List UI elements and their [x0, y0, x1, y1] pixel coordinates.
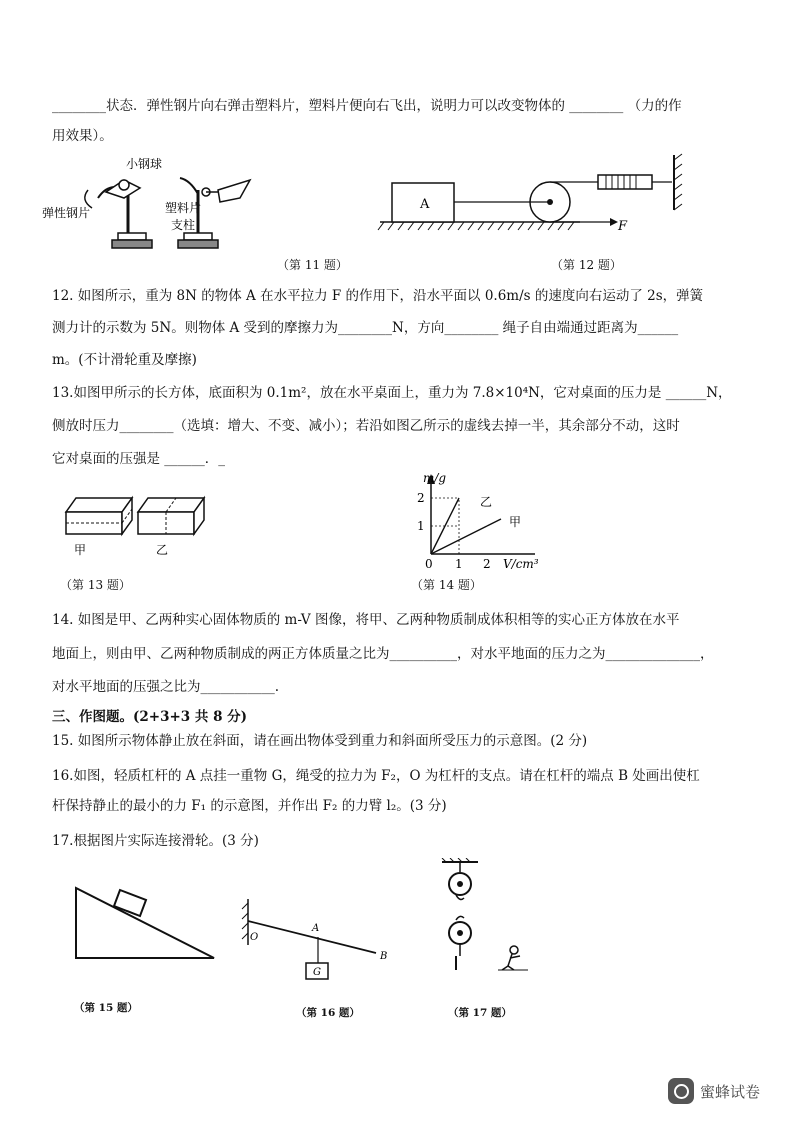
fig11-caption: （第 11 题）: [277, 258, 348, 272]
q13-line-2: 侧放时压力________（选填：增大、不变、减小）；若沿如图乙所示的虚线去掉一半，其余部分不动，这时: [52, 418, 680, 434]
q13-line-3: 它对桌面的压强是 ______．_: [52, 451, 226, 467]
series-label-yi: 乙: [480, 495, 493, 509]
fig12-caption: （第 12 题）: [551, 258, 622, 272]
y-tick-label: 2: [417, 491, 425, 505]
watermark-text: 蜜蜂试卷: [700, 1082, 761, 1101]
fig14-caption: （第 14 题）: [411, 578, 482, 592]
fig16-label-a: A: [312, 923, 320, 934]
q12-line-1: 12. 如图所示，重为 8N 的物体 A 在水平拉力 F 的作用下，沿水平面以 0.6m/s 的速度向右运动了 2s，弹簧: [52, 288, 704, 304]
q11-text-line-1: ________状态．弹性钢片向右弹击塑料片，塑料片便向右飞出，说明力可以改变物体的 ________ （力的作: [52, 98, 682, 114]
fig13-caption: （第 13 题）: [60, 578, 131, 592]
fig13-label-jia: 甲: [74, 543, 87, 557]
figure-14-chart: [405, 468, 575, 576]
q12-line-3: m。(不计滑轮重及摩擦): [52, 352, 197, 368]
fig13-label-yi: 乙: [156, 543, 169, 557]
y-tick-label: 1: [417, 519, 425, 533]
x-tick-label: 1: [455, 557, 463, 571]
fig12-label-f: F: [618, 219, 628, 234]
fig12-label-a: A: [420, 197, 430, 212]
x-axis-label: V/cm³: [503, 557, 539, 571]
fig11-label-post: 支柱: [171, 218, 196, 232]
figure-12: [370, 150, 700, 250]
q17-text: 17.根据图片实际连接滑轮。(3 分): [52, 833, 259, 849]
x-tick-label: 2: [483, 557, 491, 571]
watermark: [668, 1078, 760, 1104]
figure-15: [70, 880, 220, 962]
series-line-jia-extension: [487, 519, 501, 526]
fig15-caption: （第 15 题）: [74, 1002, 138, 1014]
figure-11: [40, 150, 270, 260]
q15-text: 15. 如图所示物体静止放在斜面，请在画出物体受到重力和斜面所受压力的示意图。(2 分): [52, 733, 588, 749]
fig11-label-ball: 小钢球: [126, 157, 163, 171]
fig16-label-o: O: [250, 932, 259, 943]
q12-line-2: 测力计的示数为 5N。则物体 A 受到的摩擦力为________N，方向________ 绳子自由端通过距离为______: [52, 320, 679, 336]
watermark-logo-icon: [668, 1078, 694, 1104]
q13-line-1: 13.如图甲所示的长方体，底面积为 0.1m²，放在水平桌面上，重力为 7.8×10⁴N，它对桌面的压力是 ______N，: [52, 385, 732, 401]
q11-text-line-2: 用效果）。: [52, 128, 113, 144]
q14-line-2: 地面上，则由甲、乙两种物质制成的两正方体质量之比为__________，对水平地面的压力之为______________，: [52, 646, 714, 662]
fig16-label-g: G: [313, 967, 321, 978]
fig11-label-plastic: 塑料片: [165, 201, 202, 215]
q16-line-2: 杆保持静止的最小的力 F₁ 的示意图，并作出 F₂ 的力臂 l₂。(3 分): [52, 798, 447, 814]
fig16-label-b: B: [380, 951, 388, 962]
figure-17: [438, 858, 538, 978]
figure-16: [236, 895, 396, 990]
origin-label: 0: [425, 557, 433, 571]
fig16-caption: （第 16 题）: [296, 1007, 360, 1019]
section-3-heading: 三、作图题。(2+3+3 共 8 分): [52, 709, 248, 725]
y-axis-label: m/g: [423, 471, 447, 485]
figure-13: [60, 492, 220, 570]
fig11-label-spring: 弹性钢片: [42, 206, 91, 220]
q16-line-1: 16.如图，轻质杠杆的 A 点挂一重物 G，绳受的拉力为 F₂，O 为杠杆的支点。请在杠杆的端点 B 处画出使杠: [52, 768, 700, 784]
q14-line-1: 14. 如图是甲、乙两种实心固体物质的 m-V 图像，将甲、乙两种物质制成体积相等的实心正方体放在水平: [52, 612, 680, 628]
fig17-caption: （第 17 题）: [448, 1007, 512, 1019]
series-label-jia: 甲: [509, 515, 522, 529]
q14-line-3: 对水平地面的压强之比为___________.: [52, 679, 280, 695]
